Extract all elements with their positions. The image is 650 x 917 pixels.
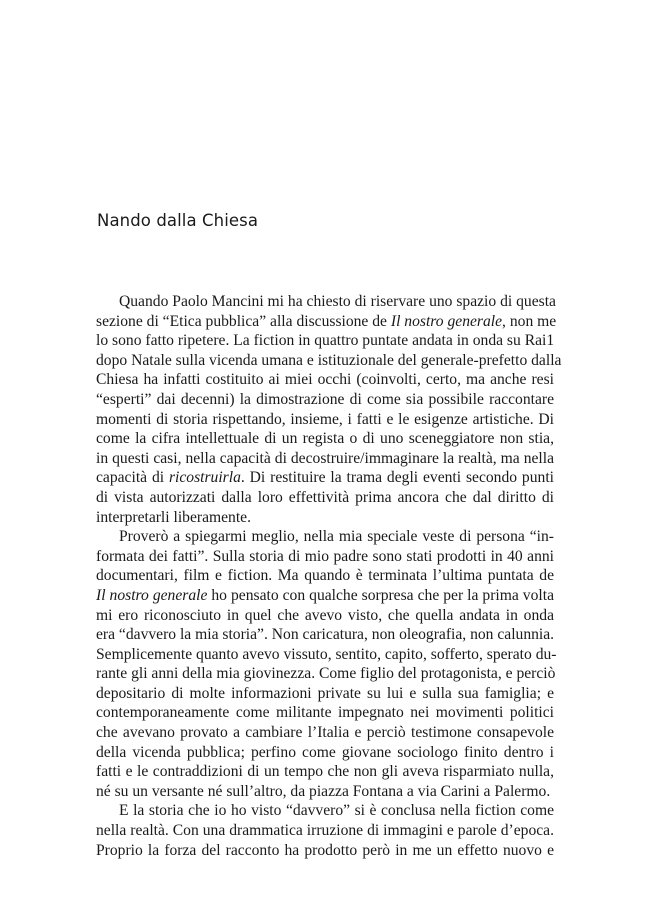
text-line: Il nostro generale ho pensato con qualche sorpresa che per la prima volta (96, 586, 554, 604)
text-line: E la storia che io ho visto “davvero” si è conclusa nella fiction come (119, 802, 554, 820)
text-line: né su un versante né sull’altro, da piazza Fontana a via Carini a Palermo. (96, 782, 551, 800)
text-line: momenti di storia rispettando, insieme, i fatti e le esigenze artistiche. Di (96, 410, 554, 428)
italic-title: Il nostro generale (96, 586, 208, 604)
text-line: capacità di ricostruirla. Di restituire la trama degli eventi secondo punti (96, 469, 554, 487)
text-line: “esperti” dai decenni) la dimostrazione di come sia possibile raccontare (96, 390, 554, 408)
paragraph (96, 527, 557, 801)
text-line: rante gli anni della mia giovinezza. Come figlio del protagonista, e perciò (96, 665, 556, 683)
text-line: interpretarli liberamente. (96, 508, 251, 526)
text-line: di vista autorizzati dalla loro effettività prima ancora che dal diritto di (96, 488, 554, 506)
text-line: Quando Paolo Mancini mi ha chiesto di riservare uno spazio di questa (119, 293, 556, 310)
text-line: Semplicemente quanto avevo vissuto, sentito, capito, sofferto, sperato du- (96, 645, 557, 663)
text-line: della vicenda pubblica; perfino come giovane sociologo finito dentro i (96, 743, 554, 761)
text-line: Proverò a spiegarmi meglio, nella mia speciale veste di persona “in- (119, 528, 554, 546)
text-line: era “davvero la mia storia”. Non caricatura, non oleografia, non calunnia. (96, 626, 555, 644)
text-line: che avevano provato a cambiare l’Italia e perciò testimone consapevole (96, 724, 554, 742)
text-line: come la cifra intellettuale di un regista o di uno sceneggiatore non stia, (96, 430, 554, 448)
text-line: Chiesa ha infatti costituito ai miei occhi (coinvolti, certo, ma anche resi (96, 371, 554, 389)
italic-title: Il nostro generale (390, 312, 503, 330)
text-line: sezione di “Etica pubblica” alla discussione de Il nostro generale, non me (96, 312, 557, 330)
text-line: mi ero riconosciuto in quel che avevo visto, che quella andata in onda (96, 606, 554, 624)
text-line: fatti e le contraddizioni di un tempo che non gli aveva risparmiato nulla, (96, 763, 554, 781)
text-line: depositario di molte informazioni private su lui e sulla sua famiglia; e (96, 684, 554, 702)
paragraph (96, 292, 562, 527)
text-line: lo sono fatto ripetere. La fiction in quattro puntate andata in onda su Rai1 (96, 332, 555, 350)
text-line: contemporaneamente come militante impegnato nei movimenti politici (96, 704, 554, 722)
article-body (96, 292, 562, 860)
paragraph (96, 801, 554, 860)
text-line: nella realtà. Con una drammatica irruzione di immagini e parole d’epoca. (96, 822, 554, 840)
text-line: documentari, film e fiction. Ma quando è terminata l’ultima puntata de (96, 567, 554, 585)
text-line: formata dei fatti”. Sulla storia di mio padre sono stati prodotti in 40 anni (96, 547, 554, 565)
text-line: in questi casi, nella capacità di decostruire/immaginare la realtà, ma nella (96, 449, 554, 467)
italic-title: ricostruirla (168, 469, 241, 487)
text-line: dopo Natale sulla vicenda umana e istituzionale del generale-prefetto dalla (96, 351, 562, 369)
author-name: Nando dalla Chiesa (97, 211, 259, 230)
text-line: Proprio la forza del racconto ha prodotto però in me un effetto nuovo e (96, 841, 554, 859)
